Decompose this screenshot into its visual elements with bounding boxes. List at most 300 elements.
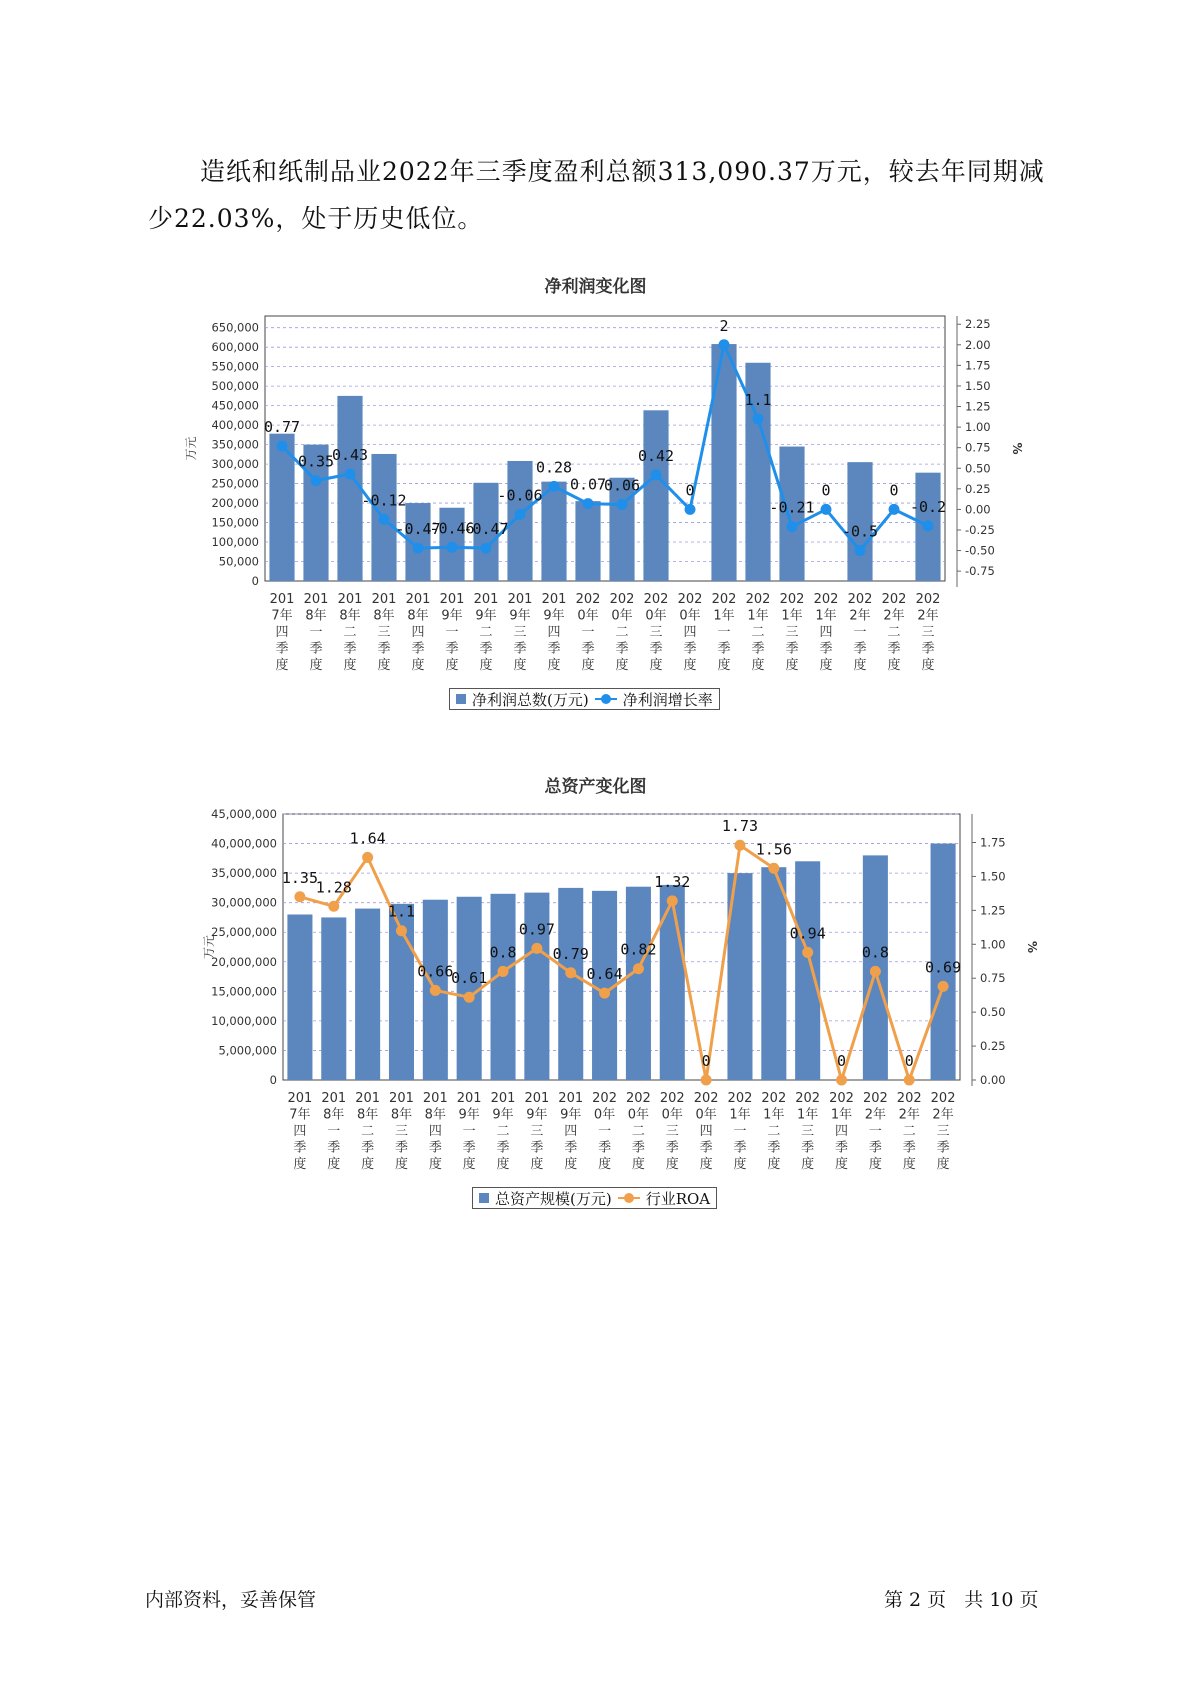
x-tick-label: 度 (513, 658, 527, 673)
x-tick-label: 四 (547, 625, 561, 640)
x-tick-label: 201 (558, 1091, 584, 1106)
y-tick-label: 0 (251, 574, 259, 588)
x-tick-label: 二 (479, 625, 493, 640)
line-point (464, 992, 475, 1003)
data-label: -0.47 (395, 520, 441, 539)
y2-tick-label: 0.75 (980, 971, 1006, 986)
x-tick-label: 季 (513, 641, 527, 657)
line-point (565, 967, 576, 978)
x-tick-label: 202 (711, 592, 737, 607)
x-tick-label: 1年 (713, 608, 735, 624)
x-tick-label: 202 (693, 1091, 719, 1106)
y-tick-label: 35,000,000 (211, 866, 277, 881)
x-tick-label: 季 (665, 1140, 679, 1156)
x-tick-label: 四 (683, 625, 697, 640)
y-tick-label: 10,000,000 (211, 1013, 277, 1028)
data-label: 0.35 (297, 452, 335, 471)
x-tick-label: 三 (530, 1124, 544, 1139)
data-label: -0.2 (909, 497, 947, 516)
x-tick-label: 四 (275, 625, 289, 640)
x-tick-label: 202 (915, 592, 941, 607)
x-tick-label: 季 (293, 1140, 307, 1156)
x-tick-label: 度 (649, 658, 663, 673)
x-tick-label: 季 (615, 641, 629, 657)
data-label: 1.32 (654, 872, 691, 891)
data-label: -0.06 (497, 486, 543, 505)
x-tick-label: 季 (479, 641, 493, 657)
x-tick-label: 一 (733, 1124, 747, 1139)
x-tick-label: 度 (835, 1157, 849, 1172)
x-tick-label: 1年 (781, 608, 803, 624)
x-tick-label: 0年 (695, 1107, 717, 1123)
data-label: 1.64 (349, 829, 386, 848)
x-tick-label: 201 (507, 592, 533, 607)
data-label: 1.1 (744, 390, 772, 409)
y-tick-label: 400,000 (211, 418, 259, 433)
line-point (734, 840, 745, 851)
data-label: 0 (685, 481, 695, 500)
x-tick-label: 201 (524, 1091, 550, 1106)
x-tick-label: 一 (717, 625, 731, 640)
line-point (836, 1075, 847, 1086)
data-label: 0.42 (637, 446, 675, 465)
bar (558, 888, 583, 1080)
data-label: 0.79 (552, 944, 589, 963)
footer-right: 第 2 页 共 10 页 (884, 1589, 1039, 1611)
x-tick-label: 季 (853, 641, 867, 657)
data-label: -0.46 (429, 519, 475, 538)
bar (795, 861, 820, 1080)
x-tick-label: 四 (411, 625, 425, 640)
x-tick-label: 季 (564, 1140, 578, 1156)
x-tick-label: 202 (609, 592, 635, 607)
x-tick-label: 一 (327, 1124, 341, 1139)
y2-axis-title: % (1025, 940, 1039, 954)
bar (287, 914, 312, 1080)
x-tick-label: 季 (327, 1140, 341, 1156)
x-tick-label: 9年 (458, 1107, 480, 1123)
x-tick-label: 度 (717, 658, 731, 673)
y2-tick-label: 0.25 (980, 1039, 1006, 1054)
x-tick-label: 0年 (577, 608, 599, 624)
x-tick-label: 201 (405, 592, 431, 607)
x-tick-label: 三 (649, 625, 663, 640)
x-tick-label: 季 (887, 641, 901, 657)
x-tick-label: 度 (581, 658, 595, 673)
y2-tick-label: 0.00 (965, 502, 991, 517)
x-tick-label: 季 (683, 641, 697, 657)
x-tick-label: 1年 (797, 1107, 819, 1123)
x-tick-label: 季 (733, 1140, 747, 1156)
y2-tick-label: 0.75 (965, 440, 991, 455)
x-tick-label: 一 (309, 625, 323, 640)
x-tick-label: 度 (819, 658, 833, 673)
y-tick-label: 20,000,000 (211, 954, 277, 969)
bar (491, 894, 516, 1080)
x-tick-label: 度 (479, 658, 493, 673)
x-tick-label: 二 (887, 625, 901, 640)
x-tick-label: 0年 (679, 608, 701, 624)
x-tick-label: 0年 (645, 608, 667, 624)
x-tick-label: 四 (699, 1124, 713, 1139)
line-point (938, 981, 949, 992)
x-tick-label: 季 (547, 641, 561, 657)
x-tick-label: 度 (411, 658, 425, 673)
x-tick-label: 季 (819, 641, 833, 657)
x-tick-label: 1年 (747, 608, 769, 624)
x-tick-label: 三 (801, 1124, 815, 1139)
x-tick-label: 8年 (373, 608, 395, 624)
x-tick-label: 季 (377, 641, 391, 657)
x-tick-label: 度 (785, 658, 799, 673)
x-tick-label: 度 (445, 658, 459, 673)
x-tick-label: 季 (343, 641, 357, 657)
y-tick-label: 5,000,000 (218, 1043, 277, 1058)
x-tick-label: 0年 (627, 1107, 650, 1123)
x-tick-label: 202 (881, 592, 907, 607)
x-tick-label: 度 (361, 1157, 375, 1172)
x-tick-label: 202 (677, 592, 703, 607)
x-tick-label: 度 (631, 1157, 645, 1172)
x-tick-label: 202 (813, 592, 839, 607)
x-tick-label: 度 (377, 658, 391, 673)
data-label: -0.47 (463, 520, 509, 539)
data-label: 2 (719, 316, 729, 335)
y2-tick-label: 1.75 (965, 358, 991, 373)
x-tick-label: 一 (853, 625, 867, 640)
data-label: 0 (904, 1052, 914, 1070)
y2-tick-label: 2.00 (965, 337, 991, 352)
x-tick-label: 201 (439, 592, 465, 607)
x-tick-label: 度 (683, 658, 697, 673)
x-tick-label: 季 (751, 641, 765, 657)
x-tick-label: 度 (887, 658, 901, 673)
x-tick-label: 四 (428, 1124, 442, 1139)
x-tick-label: 度 (615, 658, 629, 673)
y-tick-label: 25,000,000 (211, 925, 277, 940)
x-tick-label: 度 (428, 1157, 442, 1172)
x-tick-label: 201 (371, 592, 397, 607)
x-tick-label: 度 (936, 1157, 950, 1172)
y2-tick-label: -0.50 (965, 543, 995, 558)
x-tick-label: 季 (767, 1140, 781, 1156)
x-tick-label: 2年 (849, 608, 871, 624)
x-tick-label: 8年 (407, 608, 429, 624)
x-tick-label: 一 (598, 1124, 612, 1139)
data-label: 0.77 (263, 418, 301, 437)
y-tick-label: 550,000 (211, 359, 259, 374)
x-tick-label: 度 (462, 1157, 476, 1172)
x-tick-label: 201 (355, 1091, 381, 1106)
x-tick-label: 8年 (356, 1107, 379, 1123)
x-tick-label: 度 (327, 1157, 341, 1172)
x-tick-label: 8年 (323, 1107, 345, 1123)
x-tick-label: 季 (581, 641, 595, 657)
x-tick-label: 季 (631, 1140, 645, 1156)
y2-tick-label: 0.50 (980, 1005, 1006, 1020)
x-tick-label: 季 (717, 641, 731, 657)
line-point (633, 963, 644, 974)
x-tick-label: 度 (598, 1157, 612, 1172)
bar (321, 917, 346, 1080)
y2-tick-label: 0.25 (965, 481, 991, 496)
data-label: 1.35 (281, 868, 318, 887)
x-tick-label: 度 (564, 1157, 578, 1172)
x-tick-label: 季 (361, 1140, 375, 1156)
x-tick-label: 9年 (441, 608, 463, 624)
bar (761, 867, 786, 1080)
x-tick-label: 度 (921, 658, 935, 673)
y-tick-label: 350,000 (211, 437, 259, 452)
line-point (701, 1075, 712, 1086)
x-tick-label: 7年 (289, 1107, 311, 1123)
x-tick-label: 季 (868, 1140, 882, 1156)
x-tick-label: 度 (496, 1157, 510, 1172)
x-tick-label: 季 (275, 641, 289, 657)
legend-item-roa: 行业ROA (645, 1189, 711, 1208)
y-tick-label: 150,000 (211, 515, 259, 530)
x-tick-label: 度 (309, 658, 323, 673)
line-point (870, 966, 881, 977)
line-point (328, 901, 339, 912)
x-tick-label: 一 (581, 625, 595, 640)
data-label: 0 (889, 481, 899, 500)
x-tick-label: 7年 (271, 608, 293, 624)
bar (457, 897, 482, 1080)
x-tick-label: 8年 (305, 608, 327, 624)
x-tick-label: 季 (699, 1140, 713, 1156)
y-tick-label: 45,000,000 (211, 807, 277, 821)
x-tick-label: 202 (847, 592, 873, 607)
x-tick-label: 度 (343, 658, 357, 673)
y2-axis-title: % (1010, 442, 1024, 455)
y-tick-label: 300,000 (211, 457, 259, 472)
line-point (904, 1075, 915, 1086)
x-tick-label: 9年 (509, 608, 531, 624)
x-tick-label: 季 (428, 1140, 442, 1156)
summary-paragraph: 造纸和纸制品业2022年三季度盈利总额313,090.37万元，较去年同期减少22.03%，处于历史低位。 (148, 157, 1045, 233)
x-tick-label: 度 (275, 658, 289, 673)
x-tick-label: 二 (496, 1124, 510, 1139)
x-tick-label: 201 (303, 592, 329, 607)
line-point (802, 947, 813, 958)
data-label: 0.82 (620, 940, 657, 959)
y2-tick-label: -0.75 (965, 564, 995, 579)
x-tick-label: 202 (592, 1091, 617, 1106)
line-point (396, 925, 407, 936)
x-tick-label: 季 (921, 641, 935, 657)
line-point (768, 863, 779, 874)
y2-tick-label: -0.25 (965, 522, 995, 537)
data-label: 0.43 (331, 446, 369, 465)
x-tick-label: 四 (835, 1124, 849, 1139)
x-tick-label: 202 (745, 592, 771, 607)
x-tick-label: 季 (530, 1140, 544, 1156)
x-tick-label: 202 (626, 1091, 651, 1106)
legend-item-net-profit-total: 净利润总数(万元) (472, 690, 589, 709)
x-tick-label: 三 (665, 1124, 679, 1139)
x-tick-label: 度 (699, 1157, 713, 1172)
x-tick-label: 度 (801, 1157, 815, 1172)
x-tick-label: 季 (785, 641, 799, 657)
data-label: 1.73 (721, 817, 759, 836)
x-tick-label: 季 (462, 1140, 476, 1156)
x-tick-label: 三 (513, 625, 527, 640)
x-tick-label: 季 (835, 1140, 849, 1156)
y-tick-label: 650,000 (211, 320, 259, 335)
y2-tick-label: 2.25 (965, 317, 991, 332)
x-tick-label: 度 (665, 1157, 679, 1172)
x-tick-label: 四 (564, 1124, 578, 1139)
x-tick-label: 三 (936, 1124, 950, 1139)
x-tick-label: 度 (868, 1157, 882, 1172)
x-tick-label: 9年 (475, 608, 497, 624)
y-tick-label: 0 (269, 1073, 277, 1087)
x-tick-label: 二 (902, 1124, 916, 1139)
x-tick-label: 2年 (883, 608, 905, 624)
chart2-legend (472, 1187, 717, 1209)
line-point (531, 943, 542, 954)
data-label: 1.1 (387, 902, 416, 921)
x-tick-label: 度 (293, 1157, 307, 1172)
legend-item-total-assets: 总资产规模(万元) (495, 1189, 612, 1208)
x-tick-label: 二 (751, 625, 765, 640)
x-tick-label: 季 (649, 641, 663, 657)
x-tick-label: 2年 (898, 1107, 920, 1123)
x-tick-label: 二 (343, 625, 357, 640)
x-tick-label: 2年 (864, 1107, 887, 1123)
x-tick-label: 2年 (932, 1107, 954, 1123)
x-tick-label: 三 (921, 625, 935, 640)
line-point (362, 852, 373, 863)
y2-tick-label: 0.50 (965, 461, 991, 476)
x-tick-label: 1年 (729, 1107, 751, 1123)
x-tick-label: 201 (269, 592, 295, 607)
data-label: 0.07 (569, 475, 607, 494)
x-tick-label: 季 (411, 641, 425, 657)
x-tick-label: 三 (377, 625, 391, 640)
x-tick-label: 0年 (593, 1107, 616, 1123)
data-label: 0.28 (535, 458, 573, 477)
x-tick-label: 9年 (492, 1107, 514, 1123)
x-tick-label: 一 (462, 1124, 476, 1139)
x-tick-label: 季 (309, 641, 323, 657)
data-label: 1.28 (315, 878, 352, 897)
legend-bar-swatch (479, 1193, 489, 1203)
x-tick-label: 202 (575, 592, 601, 607)
footer-left: 内部资料，妥善保管 (145, 1589, 317, 1611)
x-tick-label: 二 (767, 1124, 781, 1139)
y2-tick-label: 0.00 (980, 1073, 1006, 1087)
x-tick-label: 季 (936, 1140, 950, 1156)
x-tick-label: 201 (541, 592, 567, 607)
x-tick-label: 202 (862, 1091, 888, 1106)
x-tick-label: 0年 (611, 608, 633, 624)
y-tick-label: 50,000 (218, 554, 259, 569)
y2-tick-label: 1.25 (980, 903, 1006, 918)
x-tick-label: 二 (615, 625, 629, 640)
data-label: -0.5 (841, 522, 879, 541)
line-point (430, 985, 441, 996)
x-tick-label: 季 (496, 1140, 510, 1156)
x-tick-label: 201 (473, 592, 499, 607)
y-tick-label: 15,000,000 (211, 984, 277, 999)
x-tick-label: 202 (896, 1091, 922, 1106)
y2-tick-label: 1.50 (965, 378, 991, 393)
data-label: 0 (821, 481, 831, 500)
x-tick-label: 8年 (390, 1107, 413, 1123)
y-tick-label: 250,000 (211, 476, 259, 491)
y-tick-label: 30,000,000 (211, 895, 277, 910)
x-tick-label: 202 (930, 1091, 956, 1106)
data-label: 0 (701, 1052, 711, 1070)
bar (355, 909, 380, 1080)
x-tick-label: 四 (819, 625, 833, 640)
x-tick-label: 9年 (543, 608, 565, 624)
line-point (294, 891, 305, 902)
x-tick-label: 三 (785, 625, 799, 640)
x-tick-label: 202 (727, 1091, 753, 1106)
y-tick-label: 600,000 (211, 340, 259, 355)
data-label: 1.56 (755, 840, 792, 859)
data-label: 0.94 (789, 924, 826, 943)
y-axis-title: 万元 (184, 436, 198, 461)
x-tick-label: 8年 (339, 608, 361, 624)
line-point (667, 895, 678, 906)
x-tick-label: 201 (490, 1091, 516, 1106)
y2-tick-label: 1.25 (965, 399, 991, 414)
bar (626, 887, 651, 1080)
data-label: 0.97 (518, 920, 555, 939)
x-tick-label: 度 (767, 1157, 781, 1172)
x-tick-label: 度 (853, 658, 867, 673)
x-tick-label: 一 (868, 1124, 882, 1139)
data-label: 0.69 (925, 958, 962, 977)
data-label: -0.21 (769, 498, 815, 517)
x-tick-label: 二 (631, 1124, 645, 1139)
data-label: 0.61 (451, 969, 488, 988)
x-tick-label: 201 (422, 1091, 448, 1106)
x-tick-label: 季 (394, 1140, 408, 1156)
legend-item-net-profit-growth: 净利润增长率 (622, 690, 713, 709)
y-tick-label: 200,000 (211, 496, 259, 511)
x-tick-label: 8年 (424, 1107, 446, 1123)
x-tick-label: 9年 (560, 1107, 582, 1123)
x-tick-label: 度 (530, 1157, 544, 1172)
data-label: 0.06 (603, 476, 641, 495)
y-tick-label: 100,000 (211, 535, 259, 550)
x-tick-label: 202 (779, 592, 805, 607)
chart1-title: 净利润变化图 (544, 277, 647, 297)
x-tick-label: 201 (389, 1091, 414, 1106)
x-tick-label: 202 (795, 1091, 821, 1106)
x-tick-label: 9年 (526, 1107, 548, 1123)
y-tick-label: 500,000 (211, 379, 259, 394)
x-tick-label: 1年 (763, 1107, 785, 1123)
x-tick-label: 1年 (830, 1107, 853, 1123)
y2-tick-label: 1.50 (980, 869, 1006, 884)
data-label: 0 (837, 1052, 847, 1070)
x-tick-label: 201 (321, 1091, 347, 1106)
y2-tick-label: 1.00 (965, 420, 991, 435)
x-tick-label: 度 (394, 1157, 408, 1172)
y2-tick-label: 1.00 (980, 937, 1006, 952)
x-tick-label: 202 (643, 592, 669, 607)
x-tick-label: 季 (902, 1140, 916, 1156)
x-tick-label: 度 (751, 658, 765, 673)
x-tick-label: 季 (598, 1140, 612, 1156)
chart2-title: 总资产变化图 (544, 777, 647, 797)
